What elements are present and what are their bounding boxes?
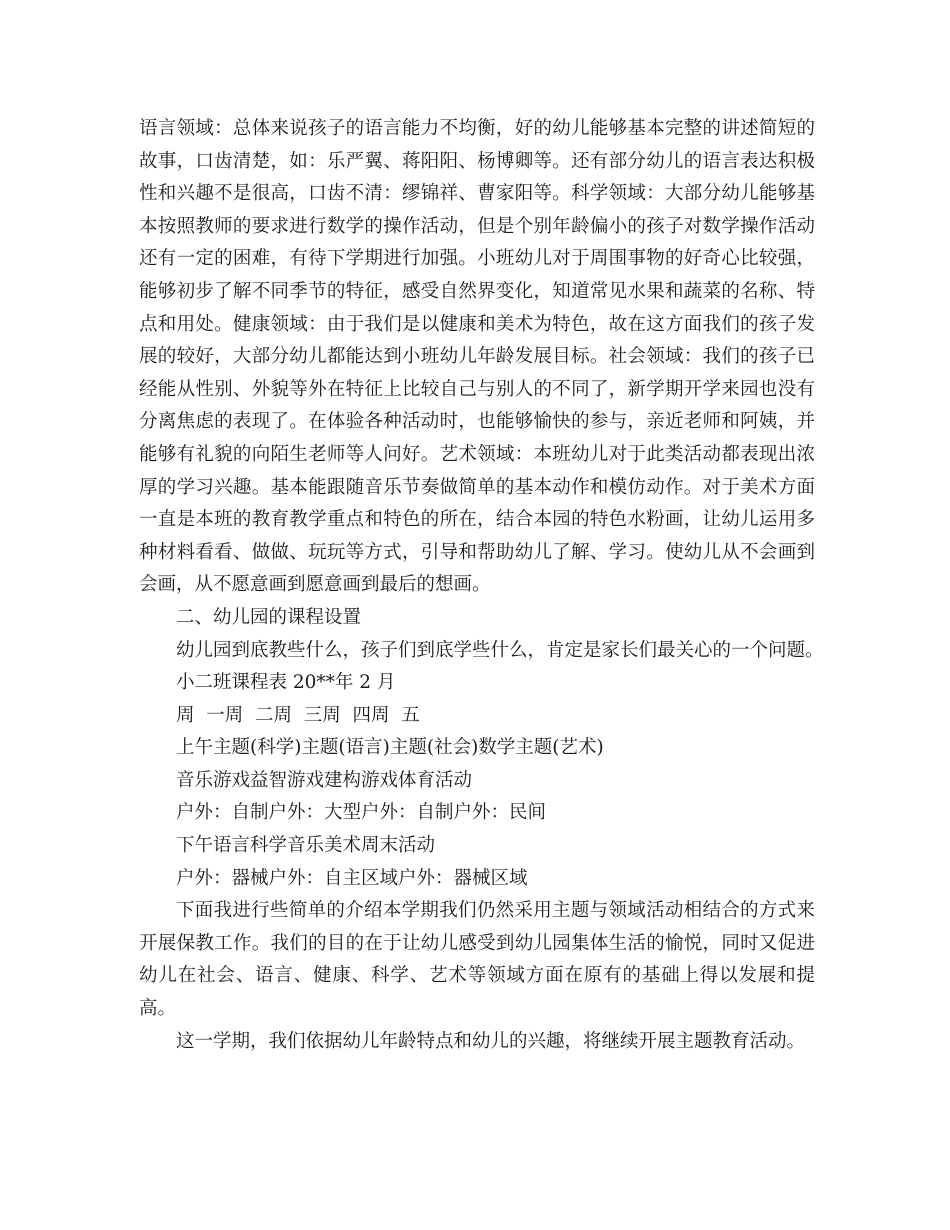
section-heading-curriculum: 二、幼儿园的课程设置 (176, 606, 362, 628)
schedule-title: 小二班课程表 20**年 2 月 (176, 672, 396, 694)
schedule-morning-games-row: 音乐游戏益智游戏建构游戏体育活动 (176, 769, 473, 791)
paragraph-development-areas: 语言领域：总体来说孩子的语言能力不均衡，好的幼儿能够基本完整的讲述简短的故事，口齿清楚，如：乐严翼、蒋阳阳、杨博卿等。还有部分幼儿的语言表达积极性和兴趣不是很高，口齿不清：缪锦祥、曹家阳等。科学领域：大部分幼儿能够基本按照教师的要求进行数学的操作活动，但是个别年龄偏小的孩子对数学操作活动还有一定的困难，有待下学期进行加强。小班幼儿对于周围事物的好奇心比较强，能够初步了解不同季节的特征，感受自然界变化，知道常见水果和蔬菜的名称、特点和用处。健康领域：由于我们是以健康和美术为特色，故在这方面我们的孩子发展的较好，大部分幼儿都能达到小班幼儿年龄发展目标。社会领域：我们的孩子已经能从性别、外貌等外在特征上比较自己与别人的不同了，新学期开学来园也没有分离焦虑的表现了。在体验各种活动时，也能够愉快的参与，亲近老师和阿姨，并能够有礼貌的向陌生老师等人问好。艺术领域：本班幼儿对于此类活动都表现出浓厚的学习兴趣。基本能跟随音乐节奏做简单的基本动作和模仿动作。对于美术方面一直是本班的教育教学重点和特色的所在，结合本园的特色水粉画，让幼儿运用多种材料看看、做做、玩玩等方式，引导和帮助幼儿了解、学习。使幼儿从不会画到会画，从不愿意画到愿意画到最后的想画。 (139, 118, 815, 596)
schedule-morning-topics-row: 上午主题(科学)主题(语言)主题(社会)数学主题(艺术) (176, 737, 604, 759)
paragraph-teaching-approach: 下面我进行些简单的介绍本学期我们仍然采用主题与领域活动相结合的方式来开展保教工作。我们的目的在于让幼儿感受到幼儿园集体生活的愉悦，同时又促进幼儿在社会、语言、健康、科学、艺术等领域方面在原有的基础上得以发展和提高。 (139, 900, 815, 1020)
paragraph-parents-question: 幼儿园到底教些什么，孩子们到底学些什么，肯定是家长们最关心的一个问题。 (176, 639, 824, 661)
schedule-afternoon-outdoor-row: 户外：器械户外：自主区域户外：器械区域 (176, 867, 528, 889)
paragraph-semester-plan: 这一学期，我们依据幼儿年龄特点和幼儿的兴趣，将继续开展主题教育活动。 (176, 1030, 806, 1052)
schedule-afternoon-row: 下午语言科学音乐美术周末活动 (176, 835, 436, 857)
schedule-days-row: 周 一周 二周 三周 四周 五 (176, 704, 420, 726)
document-body (139, 113, 824, 1058)
schedule-morning-outdoor-row: 户外：自制户外：大型户外：自制户外：民间 (176, 802, 547, 824)
